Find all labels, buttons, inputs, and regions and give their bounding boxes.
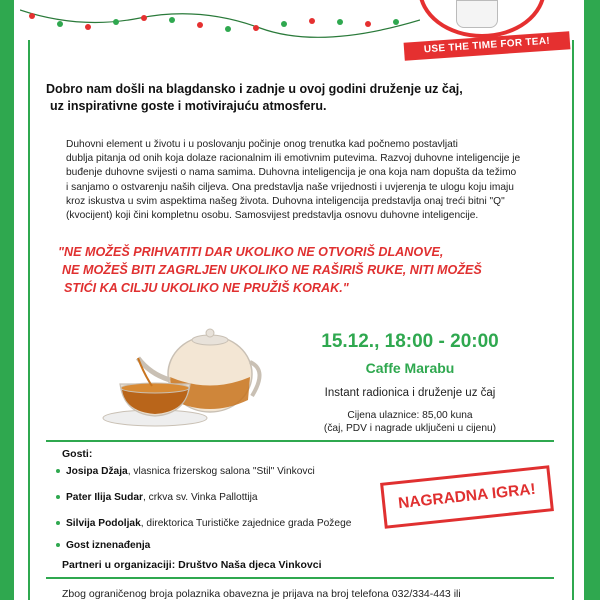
guest-item xyxy=(56,492,258,503)
event-venue: Caffe Marabu xyxy=(365,360,455,376)
event-datetime: 15.12., 18:00 - 20:00 xyxy=(321,331,499,352)
inner-border-right xyxy=(572,40,574,600)
bullet-icon xyxy=(56,469,60,473)
teapot-and-cup-illustration xyxy=(100,322,270,430)
right-green-border xyxy=(584,0,600,600)
price-line: Cijena ulaznice: 85,00 kuna xyxy=(347,410,473,421)
guests-title: Gosti: xyxy=(62,448,93,460)
quote-line: "NE MOŽEŠ PRIHVATITI DAR UKOLIKO NE OTVORIŠ DLANOVE, xyxy=(58,245,444,259)
guest-item xyxy=(56,518,351,529)
body-paragraph xyxy=(66,138,556,223)
quote-line: STIĆI KA CILJU UKOLIKO NE PRUŽIŠ KORAK." xyxy=(64,281,349,295)
christmas-lights-garland xyxy=(20,0,420,50)
event-activity: Instant radionica i druženje uz čaj xyxy=(324,387,496,399)
footer-divider xyxy=(46,577,554,579)
left-green-border xyxy=(0,0,14,600)
bullet-icon xyxy=(56,495,60,499)
body-line: buđenje duhovne svijesti o nama samima. Duhovna inteligencija je ona koja nam dopušta da težimo xyxy=(66,167,517,179)
body-line: dublja pitanja od onih koja dolaze racionalnim ili emotivnim putevima. Razvoj duhovne inteligencije je xyxy=(66,153,521,165)
intro-line: Dobro nam došli na blagdansko i zadnje u ovoj godini druženje uz čaj, xyxy=(46,82,463,96)
partners-text: Partneri u organizaciji: Društvo Naša djeca Vinkovci xyxy=(62,559,322,571)
inner-border-left xyxy=(28,40,30,600)
guest-name: Pater Ilija Sudar xyxy=(66,492,144,503)
body-line: (kvocijent) koji čini kompletnu osobu. Samosvijest predstavlja osnovu duhovne inteligencije. xyxy=(66,210,479,222)
tea-mug-icon xyxy=(456,0,498,28)
section-divider xyxy=(46,440,554,442)
badge-slogan: USE THE TIME FOR TEA! xyxy=(404,31,571,61)
intro-line: uz inspirativne goste i motivirajuću atmosferu. xyxy=(50,99,327,113)
body-line: i sanjamo o ostvarenju naših ciljeva. Ona predstavlja naše vrijednosti i uvjerenja te ulogu koju imaju xyxy=(66,181,514,193)
guest-desc: , direktorica Turističke zajednice grada Požege xyxy=(140,518,352,529)
guest-desc: , vlasnica frizerskog salona "Stil" Vinkovci xyxy=(127,466,315,477)
prize-game-stamp: NAGRADNA IGRA! xyxy=(380,465,554,529)
intro-text xyxy=(46,81,506,115)
guest-name: Gost iznenađenja xyxy=(66,540,151,551)
event-details xyxy=(290,330,530,435)
guest-name: Josipa Džaja xyxy=(66,466,128,477)
quote-line: NE MOŽEŠ BITI ZAGRLJEN UKOLIKO NE RAŠIRIŠ RUKE, NITI MOŽEŠ xyxy=(62,263,482,277)
event-price xyxy=(290,409,530,435)
guest-name: Silvija Podoljak xyxy=(66,518,141,529)
body-line: kroz iskustva u svim aspektima našeg života. Duhovna inteligencija predstavlja onaj treći bitni "Q" xyxy=(66,195,505,207)
guest-desc: , crkva sv. Vinka Pallottija xyxy=(143,492,258,503)
price-note: (čaj, PDV i nagrade uključeni u cijenu) xyxy=(323,423,497,434)
registration-note: Zbog ograničenog broja polaznika obavezna je prijava na broj telefona 032/334-443 ili xyxy=(62,588,461,600)
bullet-icon xyxy=(56,543,60,547)
body-line: Duhovni element u životu i u poslovanju počinje onog trenutka kad počnemo postavljati xyxy=(66,139,458,150)
guest-item xyxy=(56,466,315,477)
quote-block xyxy=(58,243,558,297)
bullet-icon xyxy=(56,521,60,525)
guest-item xyxy=(56,540,150,551)
